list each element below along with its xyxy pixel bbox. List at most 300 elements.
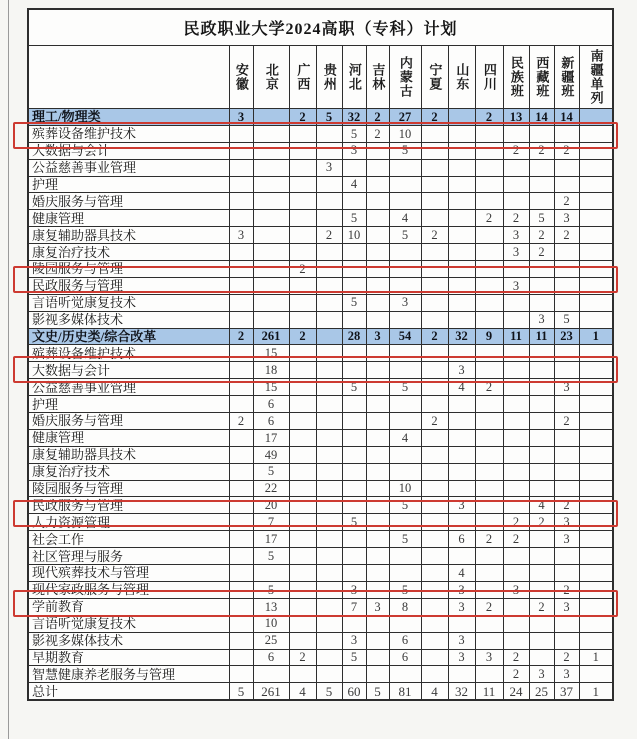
value-cell: [554, 632, 579, 649]
value-cell: [503, 362, 529, 379]
value-cell: [421, 531, 448, 548]
value-cell: 3: [448, 632, 475, 649]
value-cell: 2: [529, 598, 554, 615]
value-cell: [579, 311, 613, 328]
value-cell: 5: [389, 497, 421, 514]
value-cell: 6: [253, 413, 289, 430]
value-cell: [229, 362, 253, 379]
value-cell: [366, 413, 389, 430]
column-header-label: 安徽: [233, 63, 249, 91]
table-title: 民政职业大学2024高职（专科）计划: [28, 9, 613, 46]
value-cell: 3: [448, 497, 475, 514]
value-cell: [316, 429, 342, 446]
value-cell: [448, 429, 475, 446]
value-cell: [316, 379, 342, 396]
value-cell: [366, 548, 389, 565]
value-cell: [229, 666, 253, 683]
value-cell: 3: [503, 244, 529, 261]
value-cell: [421, 379, 448, 396]
value-cell: 32: [448, 683, 475, 700]
row-label: 婚庆服务与管理: [28, 413, 229, 430]
value-cell: [253, 159, 289, 176]
value-cell: [229, 277, 253, 294]
value-cell: [579, 480, 613, 497]
value-cell: 3: [389, 294, 421, 311]
row-label: 公益慈善事业管理: [28, 379, 229, 396]
value-cell: [389, 413, 421, 430]
value-cell: [554, 176, 579, 193]
value-cell: [316, 396, 342, 413]
value-cell: 5: [342, 210, 366, 227]
value-cell: [366, 565, 389, 582]
value-cell: 3: [554, 666, 579, 683]
column-header-label: 内蒙古: [397, 56, 413, 98]
value-cell: [529, 632, 554, 649]
value-cell: [229, 244, 253, 261]
value-cell: 15: [253, 379, 289, 396]
value-cell: 11: [475, 683, 503, 700]
value-cell: [475, 193, 503, 210]
value-cell: 3: [229, 109, 253, 126]
value-cell: [579, 446, 613, 463]
value-cell: [529, 531, 554, 548]
value-cell: 5: [554, 311, 579, 328]
value-cell: 7: [342, 598, 366, 615]
value-cell: [253, 294, 289, 311]
value-cell: [421, 362, 448, 379]
value-cell: [421, 565, 448, 582]
value-cell: [529, 581, 554, 598]
value-cell: [289, 294, 316, 311]
value-cell: [316, 294, 342, 311]
value-cell: [253, 666, 289, 683]
value-cell: [579, 666, 613, 683]
table-row: [28, 649, 613, 666]
value-cell: [289, 159, 316, 176]
value-cell: [316, 244, 342, 261]
value-cell: [229, 649, 253, 666]
value-cell: [421, 480, 448, 497]
value-cell: 5: [342, 294, 366, 311]
value-cell: 2: [475, 210, 503, 227]
table-row: [28, 227, 613, 244]
value-cell: [253, 125, 289, 142]
value-cell: 2: [554, 649, 579, 666]
value-cell: [475, 497, 503, 514]
value-cell: [253, 210, 289, 227]
value-cell: [316, 413, 342, 430]
value-cell: [389, 159, 421, 176]
value-cell: [229, 598, 253, 615]
column-header-label: 广西: [295, 63, 311, 91]
table-row: [28, 210, 613, 227]
value-cell: [229, 429, 253, 446]
value-cell: [342, 193, 366, 210]
value-cell: 3: [554, 379, 579, 396]
value-cell: [554, 429, 579, 446]
value-cell: [579, 413, 613, 430]
value-cell: [342, 362, 366, 379]
value-cell: [421, 666, 448, 683]
value-cell: 3: [366, 328, 389, 345]
value-cell: 15: [253, 345, 289, 362]
value-cell: [289, 244, 316, 261]
value-cell: [342, 261, 366, 278]
value-cell: [475, 463, 503, 480]
value-cell: [503, 159, 529, 176]
value-cell: 2: [229, 413, 253, 430]
value-cell: [316, 193, 342, 210]
value-cell: [421, 261, 448, 278]
value-cell: [503, 396, 529, 413]
value-cell: [448, 176, 475, 193]
value-cell: [579, 598, 613, 615]
value-cell: 5: [253, 463, 289, 480]
value-cell: 10: [342, 227, 366, 244]
value-cell: 23: [554, 328, 579, 345]
value-cell: 60: [342, 683, 366, 700]
value-cell: [529, 615, 554, 632]
value-cell: 3: [529, 311, 554, 328]
value-cell: 3: [503, 227, 529, 244]
value-cell: [579, 514, 613, 531]
value-cell: [316, 328, 342, 345]
table-row: [28, 193, 613, 210]
value-cell: [579, 345, 613, 362]
value-cell: 10: [253, 615, 289, 632]
value-cell: 5: [389, 531, 421, 548]
value-cell: [475, 159, 503, 176]
column-header-12: [529, 46, 554, 109]
value-cell: 5: [342, 649, 366, 666]
value-cell: [366, 497, 389, 514]
value-cell: [389, 362, 421, 379]
column-header-7: [389, 46, 421, 109]
value-cell: [448, 210, 475, 227]
value-cell: [366, 514, 389, 531]
value-cell: [229, 581, 253, 598]
value-cell: [475, 294, 503, 311]
value-cell: [503, 615, 529, 632]
value-cell: [529, 649, 554, 666]
column-header-label: 山东: [454, 63, 470, 91]
value-cell: 2: [503, 514, 529, 531]
value-cell: 17: [253, 429, 289, 446]
value-cell: [342, 565, 366, 582]
value-cell: [342, 311, 366, 328]
table-row: [28, 446, 613, 463]
value-cell: [289, 514, 316, 531]
value-cell: [289, 581, 316, 598]
value-cell: [366, 210, 389, 227]
value-cell: [289, 548, 316, 565]
value-cell: [229, 615, 253, 632]
value-cell: [389, 261, 421, 278]
value-cell: [289, 463, 316, 480]
value-cell: [448, 142, 475, 159]
value-cell: [579, 463, 613, 480]
table-row: [28, 294, 613, 311]
value-cell: [253, 109, 289, 126]
value-cell: [529, 379, 554, 396]
value-cell: [421, 193, 448, 210]
value-cell: 2: [366, 125, 389, 142]
table-row: [28, 514, 613, 531]
value-cell: [579, 244, 613, 261]
value-cell: [448, 666, 475, 683]
value-cell: [503, 497, 529, 514]
value-cell: [503, 463, 529, 480]
value-cell: [316, 311, 342, 328]
value-cell: [529, 277, 554, 294]
value-cell: [366, 446, 389, 463]
value-cell: [289, 429, 316, 446]
value-cell: [503, 125, 529, 142]
value-cell: [229, 125, 253, 142]
value-cell: [503, 261, 529, 278]
value-cell: [421, 311, 448, 328]
value-cell: [389, 345, 421, 362]
value-cell: [229, 497, 253, 514]
value-cell: [475, 480, 503, 497]
table-row: [28, 413, 613, 430]
value-cell: 2: [289, 109, 316, 126]
value-cell: [554, 345, 579, 362]
value-cell: [289, 413, 316, 430]
value-cell: 261: [253, 683, 289, 700]
value-cell: [316, 362, 342, 379]
value-cell: [579, 227, 613, 244]
value-cell: [253, 227, 289, 244]
column-header-5: [342, 46, 366, 109]
value-cell: [529, 446, 554, 463]
value-cell: [253, 565, 289, 582]
value-cell: 5: [389, 142, 421, 159]
column-header-2: [253, 46, 289, 109]
value-cell: [529, 548, 554, 565]
value-cell: [475, 362, 503, 379]
value-cell: 9: [475, 328, 503, 345]
value-cell: [579, 429, 613, 446]
value-cell: [389, 446, 421, 463]
value-cell: 2: [503, 142, 529, 159]
value-cell: 3: [554, 598, 579, 615]
value-cell: [475, 666, 503, 683]
total-row: [28, 683, 613, 700]
value-cell: [366, 531, 389, 548]
value-cell: [448, 125, 475, 142]
value-cell: [316, 666, 342, 683]
column-header-label: 西藏班: [534, 56, 550, 98]
value-cell: [366, 261, 389, 278]
value-cell: [529, 176, 554, 193]
value-cell: [529, 261, 554, 278]
value-cell: [366, 277, 389, 294]
table-row: [28, 362, 613, 379]
corner-cell: [28, 46, 229, 109]
value-cell: [579, 125, 613, 142]
value-cell: [579, 210, 613, 227]
value-cell: [421, 632, 448, 649]
value-cell: [366, 463, 389, 480]
value-cell: 27: [389, 109, 421, 126]
value-cell: 18: [253, 362, 289, 379]
column-header-9: [448, 46, 475, 109]
value-cell: [229, 159, 253, 176]
value-cell: [253, 244, 289, 261]
value-cell: 4: [289, 683, 316, 700]
value-cell: [579, 176, 613, 193]
row-label: 人力资源管理: [28, 514, 229, 531]
value-cell: 4: [389, 429, 421, 446]
value-cell: [366, 142, 389, 159]
value-cell: [229, 396, 253, 413]
value-cell: 3: [475, 649, 503, 666]
value-cell: [421, 210, 448, 227]
value-cell: [229, 142, 253, 159]
value-cell: [316, 463, 342, 480]
value-cell: [289, 227, 316, 244]
table-row: [28, 548, 613, 565]
row-label: 早期教育: [28, 649, 229, 666]
column-header-4: [316, 46, 342, 109]
value-cell: [503, 632, 529, 649]
row-label: 殡葬设备维护技术: [28, 125, 229, 142]
column-header-1: [229, 46, 253, 109]
value-cell: [448, 193, 475, 210]
value-cell: 4: [529, 497, 554, 514]
value-cell: [579, 277, 613, 294]
value-cell: [366, 159, 389, 176]
row-label: 大数据与会计: [28, 142, 229, 159]
value-cell: 3: [529, 666, 554, 683]
value-cell: 261: [253, 328, 289, 345]
value-cell: [389, 615, 421, 632]
column-header-label: 民族班: [508, 56, 524, 98]
value-cell: 6: [389, 649, 421, 666]
value-cell: [475, 125, 503, 142]
row-label: 现代家政服务与管理: [28, 581, 229, 598]
value-cell: [475, 581, 503, 598]
value-cell: [366, 345, 389, 362]
value-cell: [366, 581, 389, 598]
value-cell: [253, 142, 289, 159]
value-cell: [579, 261, 613, 278]
value-cell: [389, 514, 421, 531]
value-cell: [475, 261, 503, 278]
value-cell: [366, 480, 389, 497]
table-row: [28, 581, 613, 598]
table-row: [28, 176, 613, 193]
value-cell: 2: [529, 244, 554, 261]
value-cell: [389, 176, 421, 193]
value-cell: [389, 396, 421, 413]
value-cell: [342, 497, 366, 514]
value-cell: 3: [448, 362, 475, 379]
value-cell: [421, 514, 448, 531]
value-cell: 3: [554, 531, 579, 548]
value-cell: 11: [503, 328, 529, 345]
value-cell: [366, 632, 389, 649]
value-cell: [448, 514, 475, 531]
value-cell: 5: [389, 581, 421, 598]
column-header-label: 吉林: [370, 63, 386, 91]
value-cell: [579, 581, 613, 598]
value-cell: 3: [342, 581, 366, 598]
value-cell: 2: [503, 531, 529, 548]
column-header-13: [554, 46, 579, 109]
value-cell: [529, 565, 554, 582]
value-cell: [448, 227, 475, 244]
value-cell: 24: [503, 683, 529, 700]
value-cell: 11: [529, 328, 554, 345]
table-row: [28, 632, 613, 649]
value-cell: 2: [366, 109, 389, 126]
value-cell: [503, 345, 529, 362]
value-cell: [554, 261, 579, 278]
row-label: 民政服务与管理: [28, 497, 229, 514]
value-cell: [289, 311, 316, 328]
value-cell: [316, 497, 342, 514]
value-cell: 4: [448, 379, 475, 396]
value-cell: [366, 362, 389, 379]
value-cell: 3: [229, 227, 253, 244]
table-row: [28, 125, 613, 142]
value-cell: 14: [529, 109, 554, 126]
table-row: [28, 480, 613, 497]
value-cell: [366, 379, 389, 396]
column-header-label: 北京: [263, 63, 279, 91]
value-cell: 2: [554, 581, 579, 598]
value-cell: 2: [554, 497, 579, 514]
value-cell: [554, 362, 579, 379]
value-cell: [289, 615, 316, 632]
value-cell: [289, 277, 316, 294]
value-cell: 5: [316, 683, 342, 700]
value-cell: [316, 142, 342, 159]
value-cell: [366, 429, 389, 446]
value-cell: 2: [529, 142, 554, 159]
value-cell: 6: [253, 649, 289, 666]
value-cell: 37: [554, 683, 579, 700]
value-cell: [554, 548, 579, 565]
value-cell: 2: [289, 328, 316, 345]
value-cell: [229, 531, 253, 548]
value-cell: [421, 277, 448, 294]
value-cell: 6: [253, 396, 289, 413]
value-cell: [229, 261, 253, 278]
title-row: [28, 9, 613, 46]
value-cell: [529, 125, 554, 142]
value-cell: 3: [554, 210, 579, 227]
value-cell: [554, 565, 579, 582]
value-cell: [316, 345, 342, 362]
column-header-11: [503, 46, 529, 109]
value-cell: [342, 159, 366, 176]
value-cell: [229, 193, 253, 210]
value-cell: 2: [289, 649, 316, 666]
value-cell: [289, 396, 316, 413]
row-label: 总计: [28, 683, 229, 700]
value-cell: [229, 311, 253, 328]
value-cell: [475, 615, 503, 632]
value-cell: [421, 581, 448, 598]
table-row: [28, 598, 613, 615]
column-header-label: 宁夏: [427, 63, 443, 91]
value-cell: [503, 413, 529, 430]
value-cell: 10: [389, 480, 421, 497]
value-cell: [421, 159, 448, 176]
